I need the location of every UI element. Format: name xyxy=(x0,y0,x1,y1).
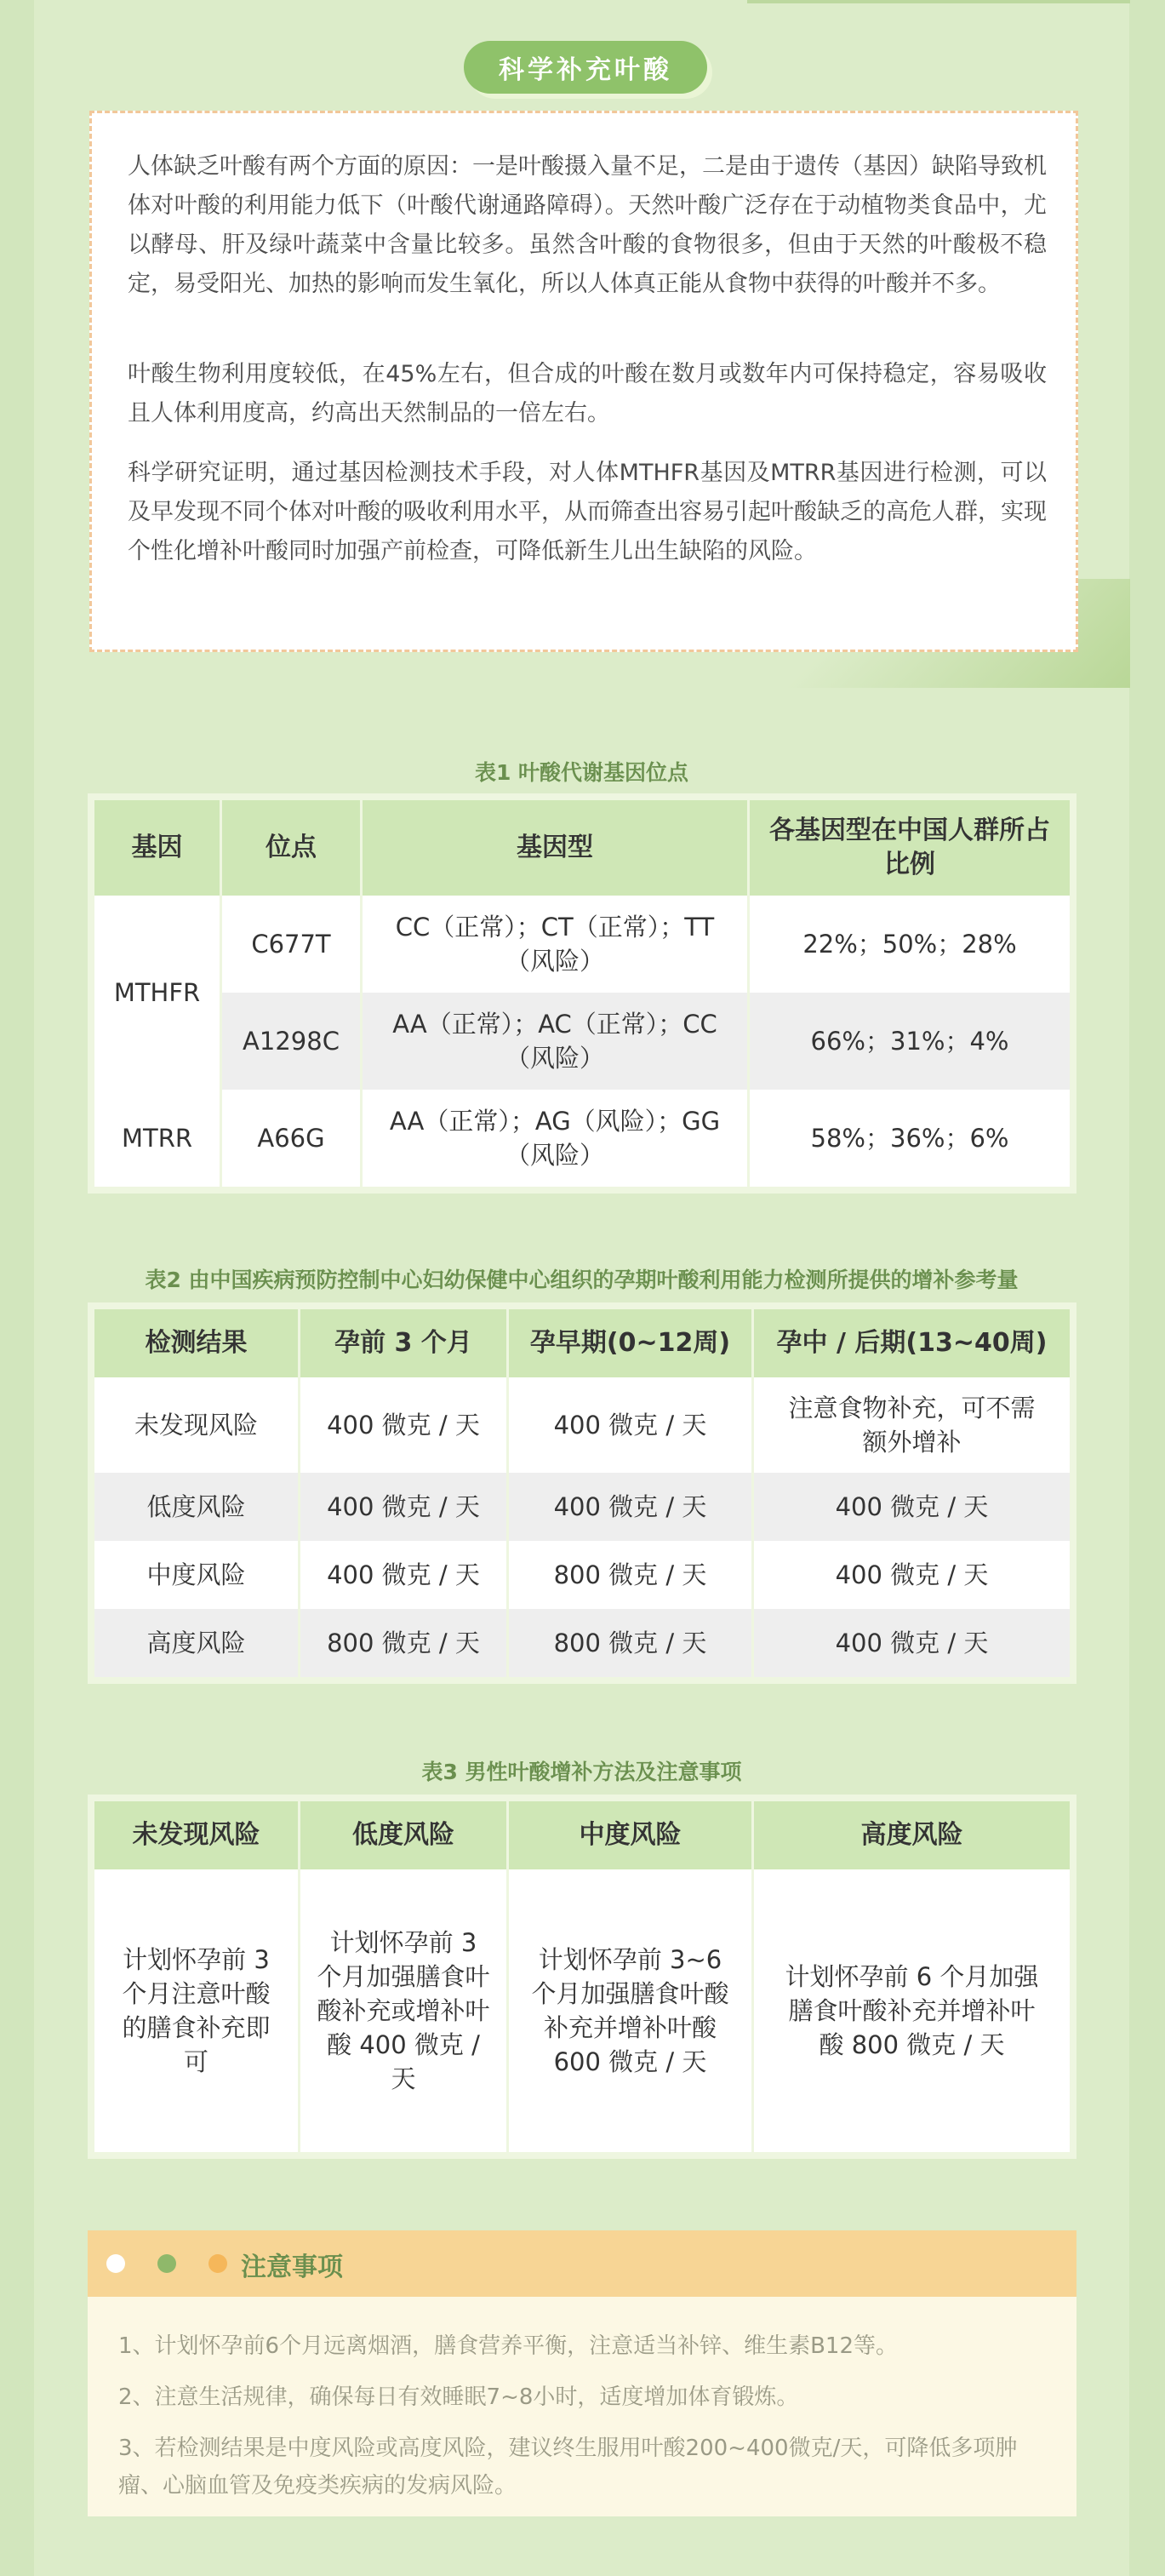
table-row xyxy=(222,993,1070,1090)
top-deco-strip xyxy=(747,0,1130,3)
table1 xyxy=(88,793,1076,1194)
table2-cell: 未发现风险 xyxy=(94,1377,300,1473)
table3-header-high: 高度风险 xyxy=(754,1801,1070,1869)
table3-caption: 表3 男性叶酸增补方法及注意事项 xyxy=(421,1760,742,1784)
table2-header-result: 检测结果 xyxy=(94,1309,300,1377)
notice-item-2: 2、注意生活规律，确保每日有效睡眠7~8小时，适度增加体育锻炼。 xyxy=(118,2384,799,2410)
table-row xyxy=(94,1609,1070,1677)
table1-mthfr-rows xyxy=(222,896,1070,1090)
table1-site: A1298C xyxy=(222,993,363,1090)
table3-cell: 计划怀孕前 3 个月注意叶酸的膳食补充即可 xyxy=(94,1869,300,2152)
table3-cell: 计划怀孕前 3 个月加强膳食叶酸补充或增补叶酸 400 微克 / 天 xyxy=(300,1869,509,2152)
intro-paragraph-3: 科学研究证明，通过基因检测技术手段，对人体MTHFR基因及MTRR基因进行检测，可以及早发现不同个体对叶酸的吸收利用水平，从而筛查出容易引起叶酸缺乏的高危人群，实现个性化增补叶酸同时加强产前检查，可降低新生儿出生缺陷的风险。 xyxy=(128,460,1047,564)
table3-header-mid: 中度风险 xyxy=(509,1801,754,1869)
table1-header-genotype: 基因型 xyxy=(363,800,750,896)
left-margin-band xyxy=(0,0,34,2576)
table1-ratio: 58%；36%；6% xyxy=(750,1090,1070,1187)
table2-cell: 注意食物补充，可不需额外增补 xyxy=(754,1377,1070,1473)
table2-cell: 400 微克 / 天 xyxy=(754,1473,1070,1541)
table2-cell: 400 微克 / 天 xyxy=(300,1377,509,1473)
intro-paragraph-2: 叶酸生物利用度较低，在45%左右，但合成的叶酸在数月或数年内可保持稳定，容易吸收且人体利用度高，约高出天然制品的一倍左右。 xyxy=(128,361,1047,426)
table3-cell: 计划怀孕前 3~6 个月加强膳食叶酸补充并增补叶酸 600 微克 / 天 xyxy=(509,1869,754,2152)
table1-site: C677T xyxy=(222,896,363,993)
table3 xyxy=(88,1795,1076,2159)
table2-cell: 400 微克 / 天 xyxy=(300,1473,509,1541)
dot-icon xyxy=(208,2254,227,2273)
notice-body xyxy=(88,2297,1076,2516)
table2-cell: 800 微克 / 天 xyxy=(509,1609,754,1677)
table1-genotype: AA（正常）；AG（风险）；GG（风险） xyxy=(363,1090,750,1187)
table-row xyxy=(94,1090,1070,1187)
table-row xyxy=(94,1541,1070,1609)
table2-header-row xyxy=(94,1309,1070,1377)
notice-item-3: 3、若检测结果是中度风险或高度风险，建议终生服用叶酸200~400微克/天，可降低多项肿瘤、心脑血管及免疫类疾病的发病风险。 xyxy=(118,2436,1018,2499)
dot-icon xyxy=(106,2254,125,2273)
dot-icon xyxy=(157,2254,176,2273)
table-row xyxy=(94,1473,1070,1541)
table2-header-pre: 孕前 3 个月 xyxy=(300,1309,509,1377)
table1-ratio: 66%；31%；4% xyxy=(750,993,1070,1090)
section-badge: 科学补充叶酸 xyxy=(464,41,707,94)
table3-cell: 计划怀孕前 6 个月加强膳食叶酸补充并增补叶酸 800 微克 / 天 xyxy=(754,1869,1070,2152)
table2-cell: 400 微克 / 天 xyxy=(509,1377,754,1473)
table1-gene-mtrr: MTRR xyxy=(94,1090,222,1187)
intro-paragraph-1: 人体缺乏叶酸有两个方面的原因：一是叶酸摄入量不足，二是由于遗传（基因）缺陷导致机体对叶酸的利用能力低下（叶酸代谢通路障碍）。天然叶酸广泛存在于动植物类食品中，尤以酵母、肝及绿叶蔬菜中含量比较多。虽然含叶酸的食物很多，但由于天然的叶酸极不稳定，易受阳光、加热的影响而发生氧化，所以人体真正能从食物中获得的叶酸并不多。 xyxy=(128,153,1047,297)
intro-card xyxy=(89,111,1078,652)
notice-title: 注意事项 xyxy=(241,2253,343,2282)
table-row xyxy=(222,896,1070,993)
table2-cell: 800 微克 / 天 xyxy=(300,1609,509,1677)
table2 xyxy=(88,1302,1076,1684)
table1-header-site: 位点 xyxy=(222,800,363,896)
table1-header-ratio: 各基因型在中国人群所占比例 xyxy=(750,800,1070,896)
table2-cell: 400 微克 / 天 xyxy=(300,1541,509,1609)
table1-caption: 表1 叶酸代谢基因位点 xyxy=(474,760,689,785)
table2-cell: 800 微克 / 天 xyxy=(509,1541,754,1609)
table2-caption: 表2 由中国疾病预防控制中心妇幼保健中心组织的孕期叶酸利用能力检测所提供的增补参考量 xyxy=(145,1268,1019,1292)
table2-cell: 高度风险 xyxy=(94,1609,300,1677)
table2-cell: 400 微克 / 天 xyxy=(754,1541,1070,1609)
table2-header-late: 孕中 / 后期(13~40周) xyxy=(754,1309,1070,1377)
table2-cell: 中度风险 xyxy=(94,1541,300,1609)
table1-genotype: AA（正常）；AC（正常）；CC（风险） xyxy=(363,993,750,1090)
table2-cell: 400 微克 / 天 xyxy=(754,1609,1070,1677)
table-row xyxy=(94,1377,1070,1473)
table2-header-early: 孕早期(0~12周) xyxy=(509,1309,754,1377)
table-row xyxy=(94,1869,1070,2152)
notice-item-1: 1、计划怀孕前6个月远离烟酒，膳食营养平衡，注意适当补锌、维生素B12等。 xyxy=(118,2333,899,2359)
table3-header-none: 未发现风险 xyxy=(94,1801,300,1869)
table3-header-low: 低度风险 xyxy=(300,1801,509,1869)
right-margin-band xyxy=(1129,0,1165,2576)
table1-genotype: CC（正常）；CT（正常）；TT（风险） xyxy=(363,896,750,993)
table1-ratio: 22%；50%；28% xyxy=(750,896,1070,993)
notice-header xyxy=(88,2230,1076,2297)
table3-header-row xyxy=(94,1801,1070,1869)
table1-site: A66G xyxy=(222,1090,363,1187)
table1-mthfr-group xyxy=(94,896,1070,1090)
table1-gene-mthfr: MTHFR xyxy=(94,896,222,1090)
table2-cell: 400 微克 / 天 xyxy=(509,1473,754,1541)
table2-cell: 低度风险 xyxy=(94,1473,300,1541)
table1-header-row xyxy=(94,800,1070,896)
table1-header-gene: 基因 xyxy=(94,800,222,896)
